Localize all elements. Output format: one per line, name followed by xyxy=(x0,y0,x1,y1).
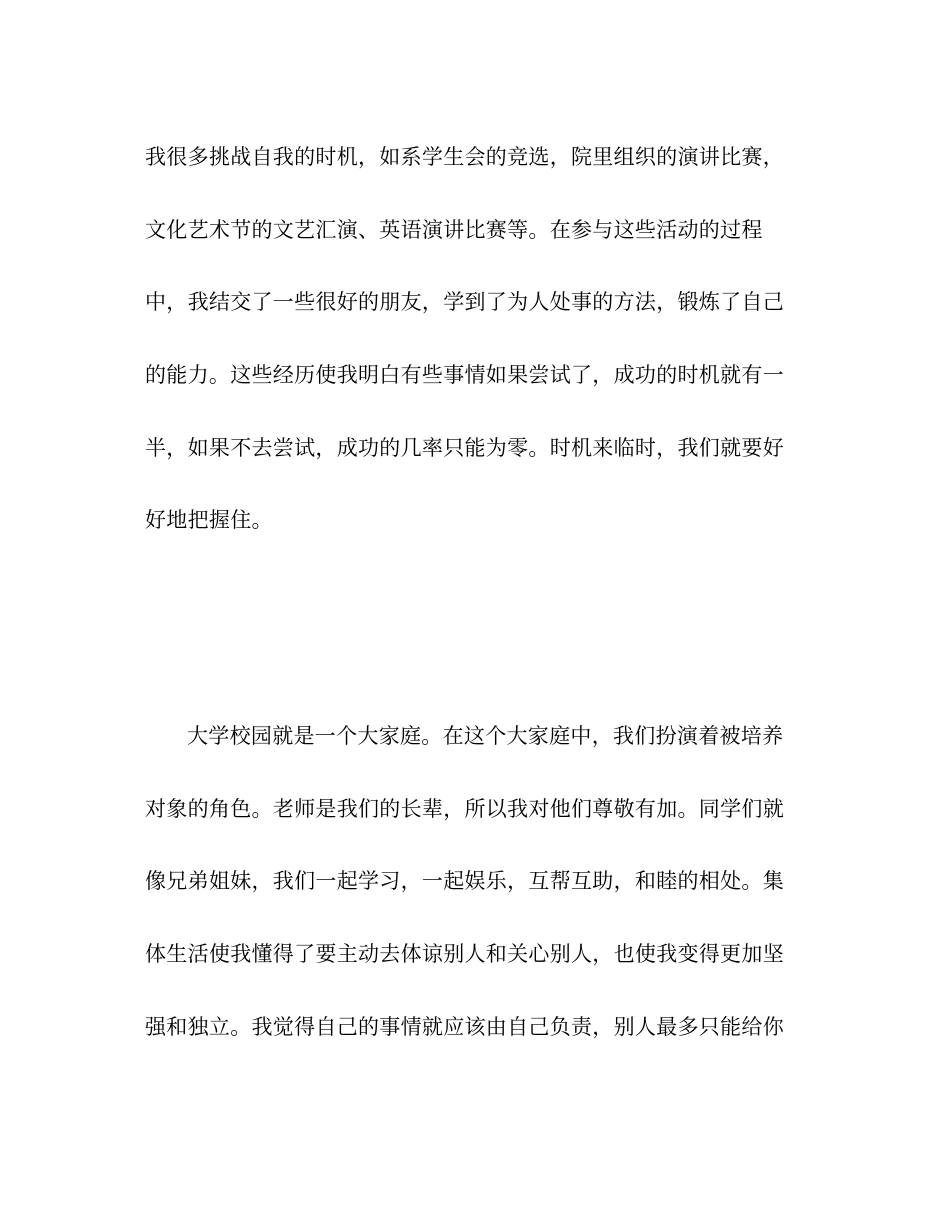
paragraph-1 xyxy=(145,121,805,557)
paragraph-line: 大学校园就是一个大家庭。在这个大家庭中，我们扮演着被培养 xyxy=(187,724,784,748)
paragraph-line: 体生活使我懂得了要主动去体谅别人和关心别人，也使我变得更加坚 xyxy=(145,942,784,967)
paragraph-line: 半，如果不去尝试，成功的几率只能为零。时机来临时，我们就要好 xyxy=(145,435,784,460)
paragraph-line: 文化艺术节的文艺汇演、英语演讲比赛等。在参与这些活动的过程 xyxy=(145,217,763,242)
paragraph-2 xyxy=(145,700,805,1063)
paragraph-line: 好地把握住。 xyxy=(145,508,273,533)
paragraph-line: 对象的角色。老师是我们的长辈，所以我对他们尊敬有加。同学们就 xyxy=(145,796,784,821)
paragraph-line: 像兄弟姐妹，我们一起学习，一起娱乐，互帮互助，和睦的相处。集 xyxy=(145,869,784,894)
paragraph-line: 的能力。这些经历使我明白有些事情如果尝试了，成功的时机就有一 xyxy=(145,363,784,388)
paragraph-line: 中，我结交了一些很好的朋友，学到了为人处事的方法，锻炼了自己 xyxy=(145,290,784,315)
paragraph-line: 强和独立。我觉得自己的事情就应该由自己负责，别人最多只能给你 xyxy=(145,1014,784,1039)
paragraph-line: 我很多挑战自我的时机，如系学生会的竞选，院里组织的演讲比赛， xyxy=(145,145,784,169)
